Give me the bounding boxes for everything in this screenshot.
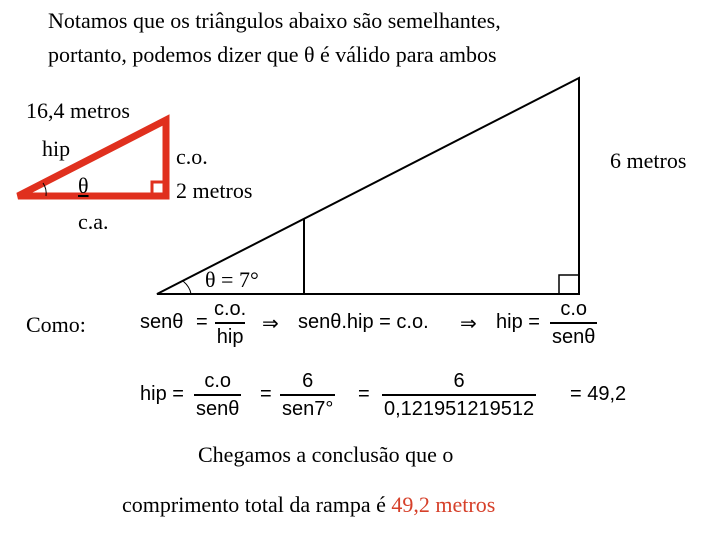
small-triangle-shape <box>18 120 166 196</box>
f2-result: = 49,2 <box>570 383 627 405</box>
big-angle-arc <box>183 281 191 294</box>
conclusion-line-2 <box>122 492 495 518</box>
f1-frac2-denominator: senθ <box>550 322 597 348</box>
f1-fraction-co-hip <box>212 298 248 348</box>
small-opposite-length-label: 2 metros <box>176 178 253 203</box>
f1-frac-denominator: hip <box>215 322 246 348</box>
f2-frac1-numerator: c.o <box>204 370 232 392</box>
f1-equals: = <box>196 311 208 333</box>
f2-frac3-numerator: 6 <box>453 370 465 392</box>
f2-fraction-6-sen7 <box>280 370 335 420</box>
intro-line-2: portanto, podemos dizer que θ é válido para ambos <box>48 42 497 67</box>
big-angle-label: θ = 7° <box>205 267 259 292</box>
small-hyp-label: hip <box>42 136 71 161</box>
small-triangle <box>18 120 166 196</box>
conclusion-line-1: Chegamos a conclusão que o <box>198 442 454 467</box>
small-angle-theta-label: θ <box>78 173 89 198</box>
f2-frac3-denominator: 0,121951219512 <box>382 394 536 420</box>
f1-frac2-numerator: c.o <box>560 298 588 320</box>
f2-frac2-numerator: 6 <box>302 370 314 392</box>
small-hyp-length-label: 16,4 metros <box>26 98 130 123</box>
f1-fraction-co-sen <box>550 298 597 348</box>
small-opposite-label: c.o. <box>176 144 208 169</box>
f1-implies-arrow-1: ⇒ <box>262 313 279 335</box>
f2-fraction-6-decimal <box>382 370 536 420</box>
conclusion-prefix: comprimento total da rampa é <box>122 492 392 517</box>
f2-equals-1: = <box>260 383 272 405</box>
f2-equals-2: = <box>358 383 370 405</box>
f2-hip-equals: hip = <box>140 383 184 405</box>
f2-frac2-denominator: sen7° <box>280 394 335 420</box>
como-label: Como: <box>26 312 86 337</box>
big-height-label: 6 metros <box>610 148 687 173</box>
f1-hip-equals: hip = <box>496 311 540 333</box>
f1-implies-arrow-2: ⇒ <box>460 313 477 335</box>
f2-fraction-co-sen <box>194 370 241 420</box>
f2-frac1-denominator: senθ <box>194 394 241 420</box>
big-right-angle-marker <box>559 275 579 294</box>
f1-middle-equation: senθ.hip = c.o. <box>298 311 429 333</box>
f1-sen-theta: senθ <box>140 311 184 333</box>
f1-frac-numerator: c.o. <box>214 298 247 320</box>
small-adjacent-label: c.a. <box>78 209 109 234</box>
conclusion-value: 49,2 metros <box>391 492 496 517</box>
intro-line-1: Notamos que os triângulos abaixo são semelhantes, <box>48 8 501 33</box>
